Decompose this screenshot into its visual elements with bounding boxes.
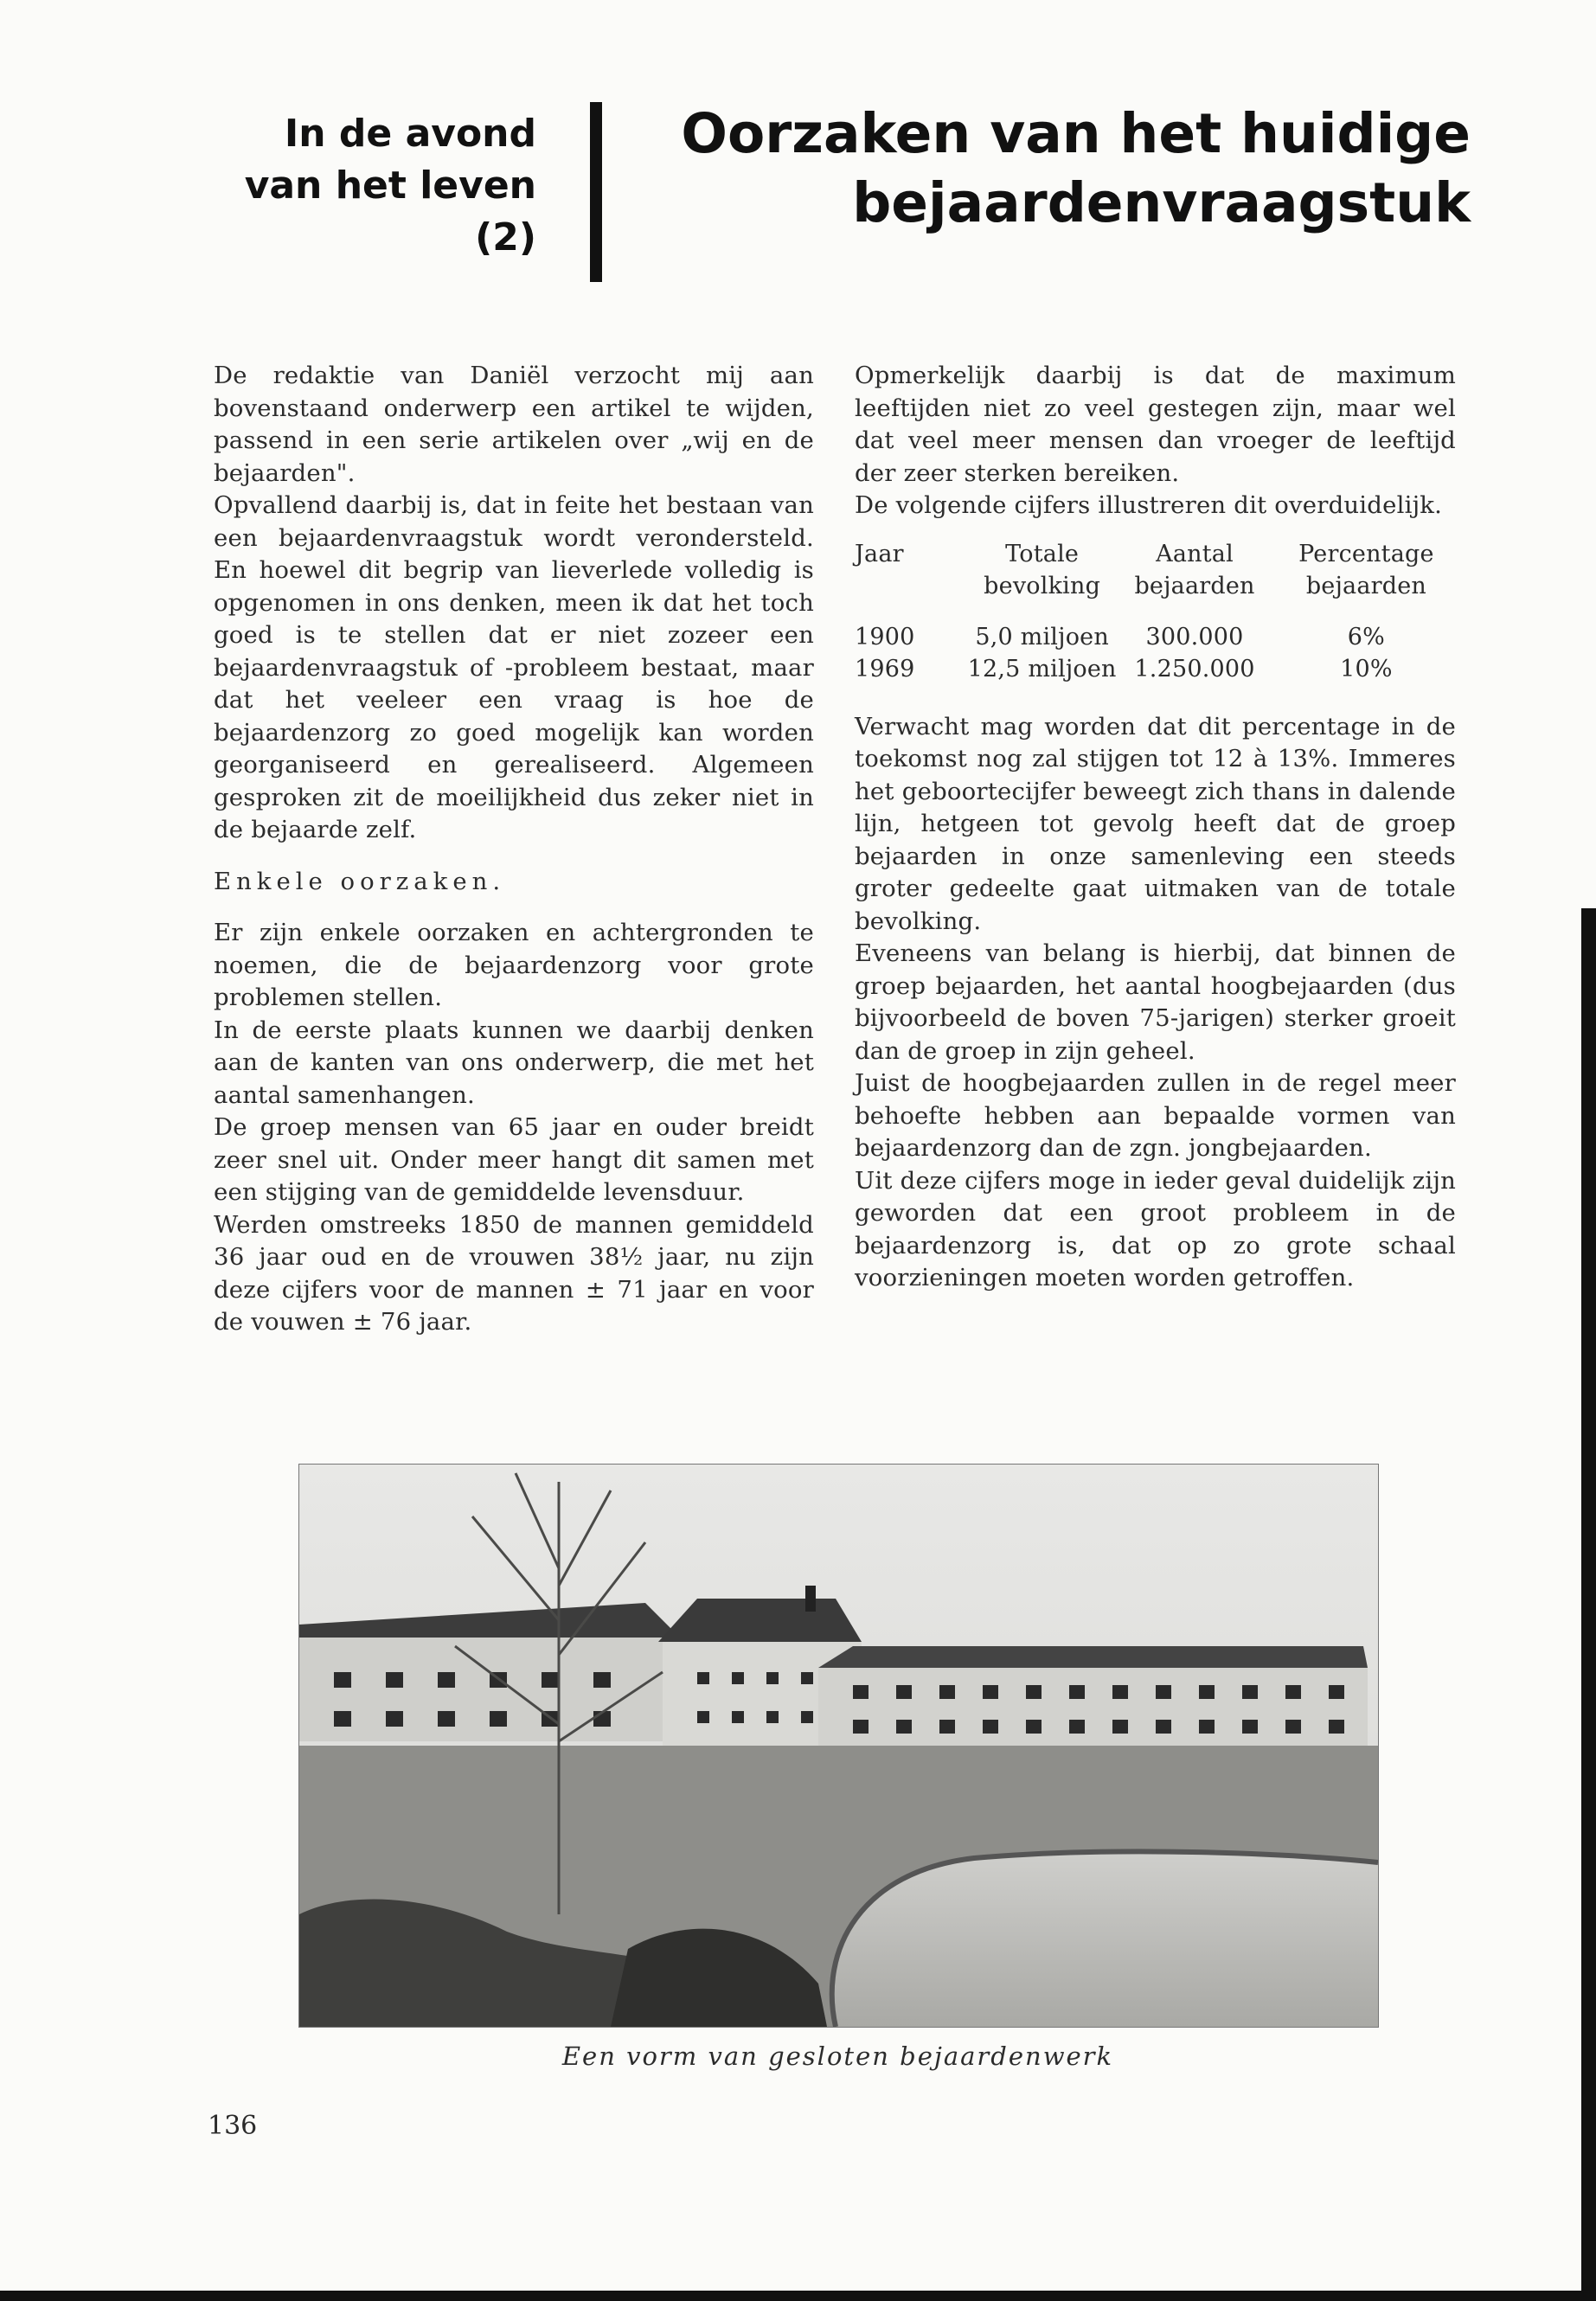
table-header-row xyxy=(855,538,1460,602)
paragraph: De volgende cijfers illustreren dit overduidelijk. xyxy=(855,491,1443,519)
kicker-line-1: In de avond xyxy=(284,112,536,156)
building-facade xyxy=(299,1638,671,1741)
paragraph: Verwacht mag worden dat dit percentage in de toekomst nog zal stijgen tot 12 à 13%. Immeres het geboortecijfer beweegt zich thans in dalende lijn, hetgeen tot gevolg heeft dat de groep bejaarden in onze samenleving een steeds groter gedeelte gaat uitmaken van de totale bevolking. xyxy=(855,712,1456,935)
photo xyxy=(298,1464,1379,2028)
table-cell: 6% xyxy=(1347,623,1386,651)
table-cell: 1900 xyxy=(855,623,915,651)
table-header: Aantal bejaarden xyxy=(1134,540,1255,599)
kicker-line-3: (2) xyxy=(475,215,536,260)
table-cell: 12,5 miljoen xyxy=(967,655,1117,683)
table-row xyxy=(855,602,1460,653)
scan-edge-bottom xyxy=(0,2291,1596,2301)
table-cell: 300.000 xyxy=(1145,623,1244,651)
table-header: Totale bevolking xyxy=(984,540,1101,599)
paragraph: Opmerkelijk daarbij is dat de maximum leeftijden niet zo veel gestegen zijn, maar wel dat veel meer mensen dan vroeger de leeftijd der zeer sterken bereiken. xyxy=(855,362,1456,487)
table-header: Jaar xyxy=(855,540,904,567)
table-header: Percentage bejaarden xyxy=(1298,540,1434,599)
table-cell: 10% xyxy=(1340,655,1393,683)
chimney xyxy=(805,1586,816,1612)
right-column xyxy=(855,360,1456,1295)
statistics-table xyxy=(855,538,1460,685)
section-subheading: Enkele oorzaken. xyxy=(214,867,506,895)
paragraph: Uit deze cijfers moge in ieder geval duidelijk zijn geworden dat een groot probleem in de bejaardenzorg is, dat op zo grote schaal voorzieningen moeten worden getroffen. xyxy=(855,1166,1456,1292)
table-row xyxy=(855,653,1460,685)
kicker-line-2: van het leven xyxy=(244,163,536,208)
photo-caption: Een vorm van gesloten bejaardenwerk xyxy=(561,2041,1114,2071)
paragraph: De groep mensen van 65 jaar en ouder breidt zeer snel uit. Onder meer hangt dit samen met een stijging van de gemiddelde levensduur. xyxy=(214,1113,814,1206)
pond xyxy=(832,1851,1378,2027)
paragraph: Eveneens van belang is hierbij, dat binnen de groep bejaarden, het aantal hoogbejaarden (dus bijvoorbeeld de boven 75-jarigen) sterker groeit dan de groep in zijn geheel. xyxy=(855,939,1456,1065)
table-cell: 1.250.000 xyxy=(1134,655,1255,683)
scan-edge-right xyxy=(1581,908,1596,2301)
building-facade xyxy=(818,1668,1368,1750)
left-column xyxy=(214,360,814,1339)
page-title xyxy=(623,99,1471,238)
paragraph: Werden omstreeks 1850 de mannen gemiddeld 36 jaar oud en de vrouwen 38½ jaar, nu zijn deze cijfers voor de mannen ± 71 jaar en voor de vouwen ± 76 jaar. xyxy=(214,1210,814,1336)
table-cell: 1969 xyxy=(855,655,915,683)
table-cell: 5,0 miljoen xyxy=(975,623,1109,651)
photo-illustration xyxy=(299,1465,1378,2027)
paragraph: Juist de hoogbejaarden zullen in de regel meer behoefte hebben aan bepaalde vormen van bejaardenzorg dan de zgn. jongbejaarden. xyxy=(855,1069,1456,1162)
building-roof xyxy=(818,1646,1368,1668)
title-divider xyxy=(590,102,602,282)
page-number: 136 xyxy=(208,2111,258,2141)
title-line-1: Oorzaken van het huidige xyxy=(681,102,1471,165)
paragraph: De redaktie van Daniël verzocht mij aan bovenstaand onderwerp een artikel te wijden, passend in een serie artikelen over „wij en de bejaarden". xyxy=(214,362,814,487)
paragraph: In de eerste plaats kunnen we daarbij denken aan de kanten van ons onderwerp, die met het aantal samenhangen. xyxy=(214,1016,814,1109)
title-line-2: bejaardenvraagstuk xyxy=(852,171,1471,234)
paragraph: Opvallend daarbij is, dat in feite het bestaan van een bejaardenvraagstuk wordt verondersteld. En hoewel dit begrip van lieverlede volledig is opgenomen in ons denken, meen ik dat het toch goed is te stellen dat er niet zozeer een bejaardenvraagstuk of -probleem bestaat, maar dat het veeleer een vraag is hoe de bejaardenzorg zo goed mogelijk kan worden georganiseerd en gerealiseerd. Algemeen gesproken zit de moeilijkheid dus zeker niet in de bejaarde zelf. xyxy=(214,491,814,843)
kicker xyxy=(199,108,536,264)
paragraph: Er zijn enkele oorzaken en achtergronden te noemen, die de bejaardenzorg voor grote problemen stellen. xyxy=(214,919,814,1011)
